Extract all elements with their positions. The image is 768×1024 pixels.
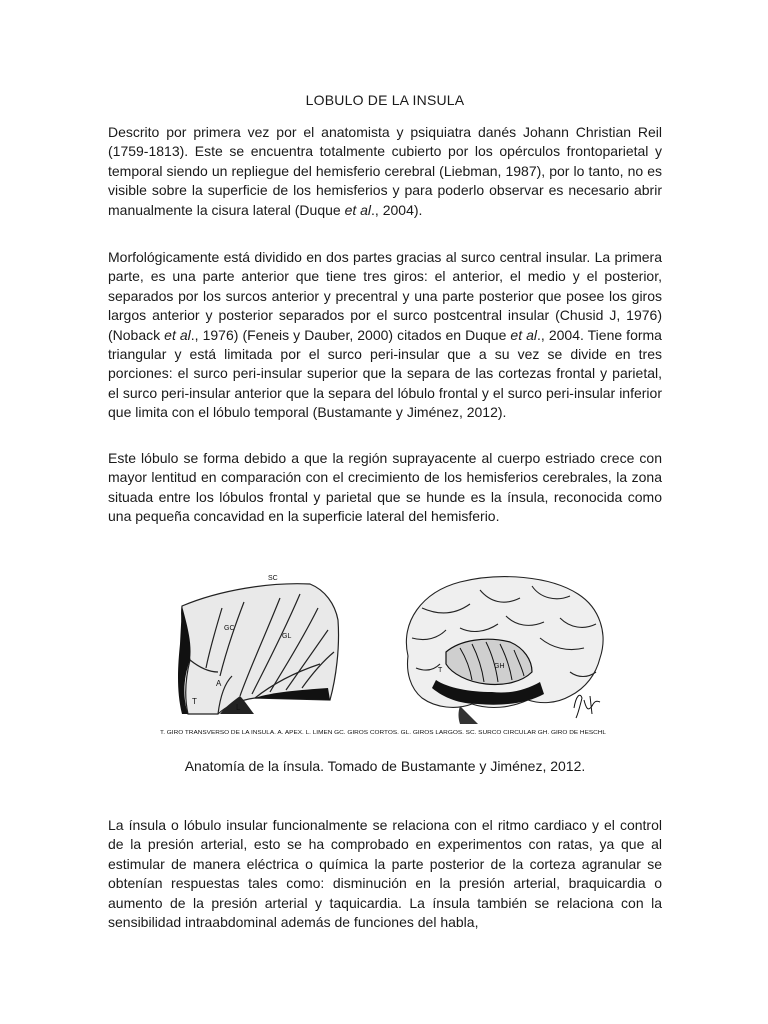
insula-illustration [160, 568, 610, 740]
paragraph-formation: Este lóbulo se forma debido a que la región suprayacente al cuerpo estriado crece con mayor lentitud en comparación con el crecimiento de los hemisferios cerebrales, la zona situada entre los lóbulos frontal y parietal que se hunde es la ínsula, reconocida como una pequeña concavidad en la superficie lateral del hemisferio. [108, 450, 662, 525]
citation-et-al: et al [344, 201, 372, 218]
citation-et-al: et al [510, 326, 538, 343]
paragraph-text: Descrito por primera vez por el anatomista y psiquiatra danés Johann Christian Reil (1759-1813). Este se encuentra totalmente cubierto por los opérculos frontoparietal y temporal siendo un repliegue del hemisferio cerebral (Liebman, 1987), por lo tanto, no es visible sobre la superficie de los hemisferios y para poderlo observar es necesario abrir manualmente la cisura lateral (Duque [108, 124, 662, 218]
insula-anatomy-figure [160, 568, 610, 740]
artist-signature [574, 695, 600, 718]
label-l: L [236, 703, 241, 712]
document-title: LOBULO DE LA INSULA [305, 92, 465, 108]
brainstem [459, 706, 479, 724]
figure-legend: T. GIRO TRANSVERSO DE LA INSULA. A. APEX. L. LIMEN GC. GIROS CORTOS. GL. GIROS LARGOS. SC. SURCO CIRCULAR GH. GIRO DE HESCHL [160, 730, 607, 736]
paragraph-text: ., 2004. Tiene forma triangular y está limitada por el surco peri-insular que a su vez se divide en tres porciones: el surco peri-insular superior que la separa de las cortezas frontal y parietal, el surco peri-insular anterior que la separa del lóbulo frontal y el surco peri-insular inferior que limita con el lóbulo temporal (Bustamante y Jiménez, 2012). [108, 326, 662, 421]
label-t2: T [438, 667, 443, 674]
label-gc: GC [224, 625, 235, 632]
citation-et-al: et al [164, 326, 191, 343]
paragraph-text: ., 2004). [371, 201, 423, 218]
paragraph-function: La ínsula o lóbulo insular funcionalmente se relaciona con el ritmo cardiaco y el control de la presión arterial, esto se ha comprobado en experimentos con ratas, ya que al estimular de manera eléctrica o química la parte posterior de la corteza agranular se obtenían respuestas tales como: disminución en la presión arterial, braquicardia o aumento de la presión arterial y taquicardia. La ínsula también se relaciona con la sensibilidad intraabdominal además de funciones del habla, [108, 817, 662, 931]
paragraph-morphology [108, 248, 662, 423]
label-t: T [192, 697, 197, 706]
paragraph-discovery [108, 123, 662, 220]
paragraph-text: ., 1976) (Feneis y Dauber, 2000) citados en Duque [190, 326, 511, 343]
paragraph-text: Morfológicamente está dividido en dos partes gracias al surco central insular. La primera parte, es una parte anterior que tiene tres giros: el anterior, el medio y el posterior, separados por los surcos anterior y precentral y una parte posterior que posee los giros largos anterior y posterior separados por el surco postcentral insular (Chusid J, 1976) (Noback [108, 249, 662, 343]
figure-caption: Anatomía de la ínsula. Tomado de Bustamante y Jiménez, 2012. [184, 758, 586, 774]
label-a: A [216, 679, 222, 688]
label-gh: GH [494, 663, 505, 670]
label-sc: SC [268, 575, 278, 582]
label-gl: GL [282, 633, 292, 640]
